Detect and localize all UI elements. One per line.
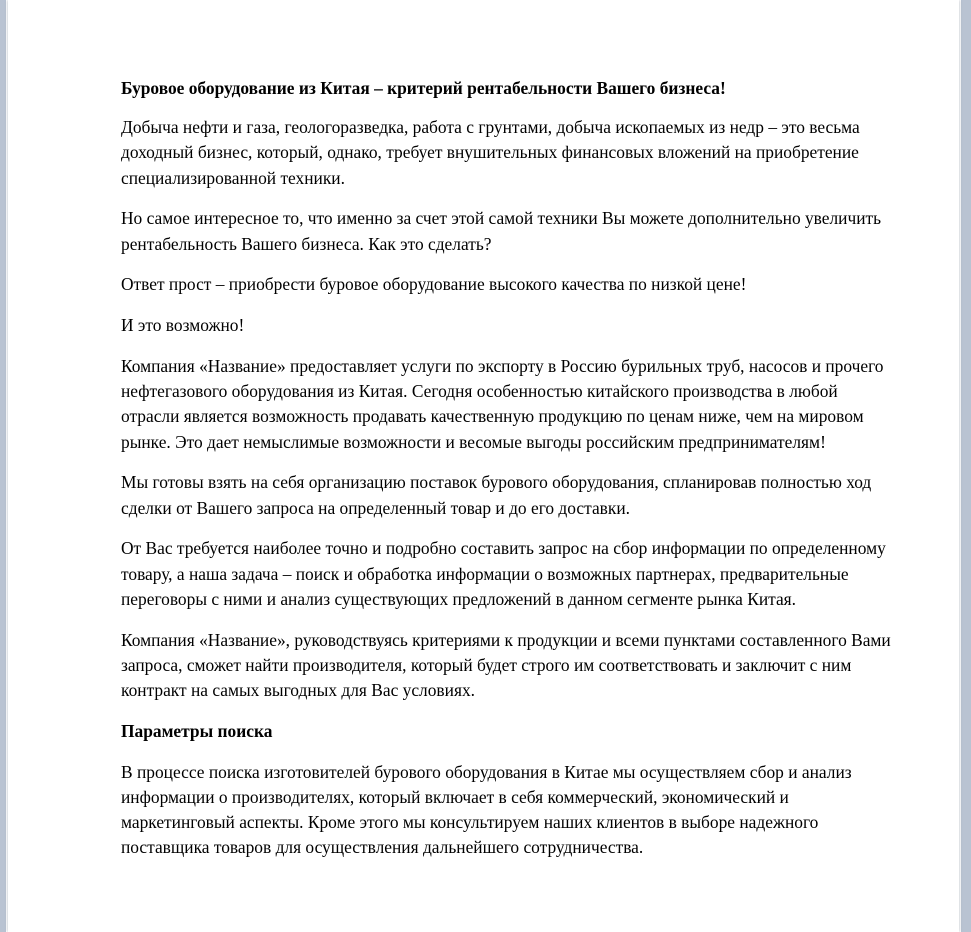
document-body[interactable] — [121, 76, 896, 876]
section-heading-search-parameters: Параметры поиска — [121, 720, 273, 741]
paragraph-4: И это возможно! — [121, 315, 245, 336]
paragraph-3: Ответ прост – приобрести буровое оборудование высокого качества по низкой цене! — [121, 274, 747, 295]
paragraph-7: От Вас требуется наиболее точно и подробно составить запрос на сбор информации по определенному товару, а наша задача – поиск и обработка информации о возможных партнерах, предварительные переговоры с ними и анализ существующих предложений в данном сегменте рынка Китая. — [121, 538, 886, 609]
paragraph-8: Компания «Название», руководствуясь критериями к продукции и всеми пунктами составленного Вами запроса, сможет найти производителя, который будет строго им соответствовать и заключит с ним контракт на самых выгодных для Вас условиях. — [121, 629, 891, 701]
paragraph-9: В процессе поиска изготовителей бурового оборудования в Китае мы осуществляем сбор и анализ информации о производителях, который включает в себя коммерческий, экономический и маркетинговый аспекты. Кроме этого мы консультируем наших клиентов в выборе надежного поставщика товаров для осуществления дальнейшего сотрудничества. — [121, 761, 852, 858]
paragraph-2: Но самое интересное то, что именно за счет этой самой техники Вы можете дополнительно увеличить рентабельность Вашего бизнеса. Как это сделать? — [121, 208, 882, 254]
paragraph-5: Компания «Название» предоставляет услуги по экспорту в Россию бурильных труб, насосов и прочего нефтегазового оборудования из Китая. Сегодня особенностью китайского производства в любой отрасли является возможность продавать качественную продукцию по ценам ниже, чем на мировом рынке. Это дает немыслимые возможности и весомые выгоды российским предпринимателям! — [121, 356, 884, 452]
paragraph-6: Мы готовы взять на себя организацию поставок бурового оборудования, спланировав полностью ход сделки от Вашего запроса на определенный товар и до его доставки. — [121, 472, 872, 518]
document-page — [8, 0, 959, 932]
document-title: Буровое оборудование из Китая – критерий рентабельности Вашего бизнеса! — [121, 78, 726, 98]
paragraph-1: Добыча нефти и газа, геологоразведка, работа с грунтами, добыча ископаемых из недр – это весьма доходный бизнес, который, однако, требует внушительных финансовых вложений на приобретение специализированной техники. — [121, 117, 860, 188]
